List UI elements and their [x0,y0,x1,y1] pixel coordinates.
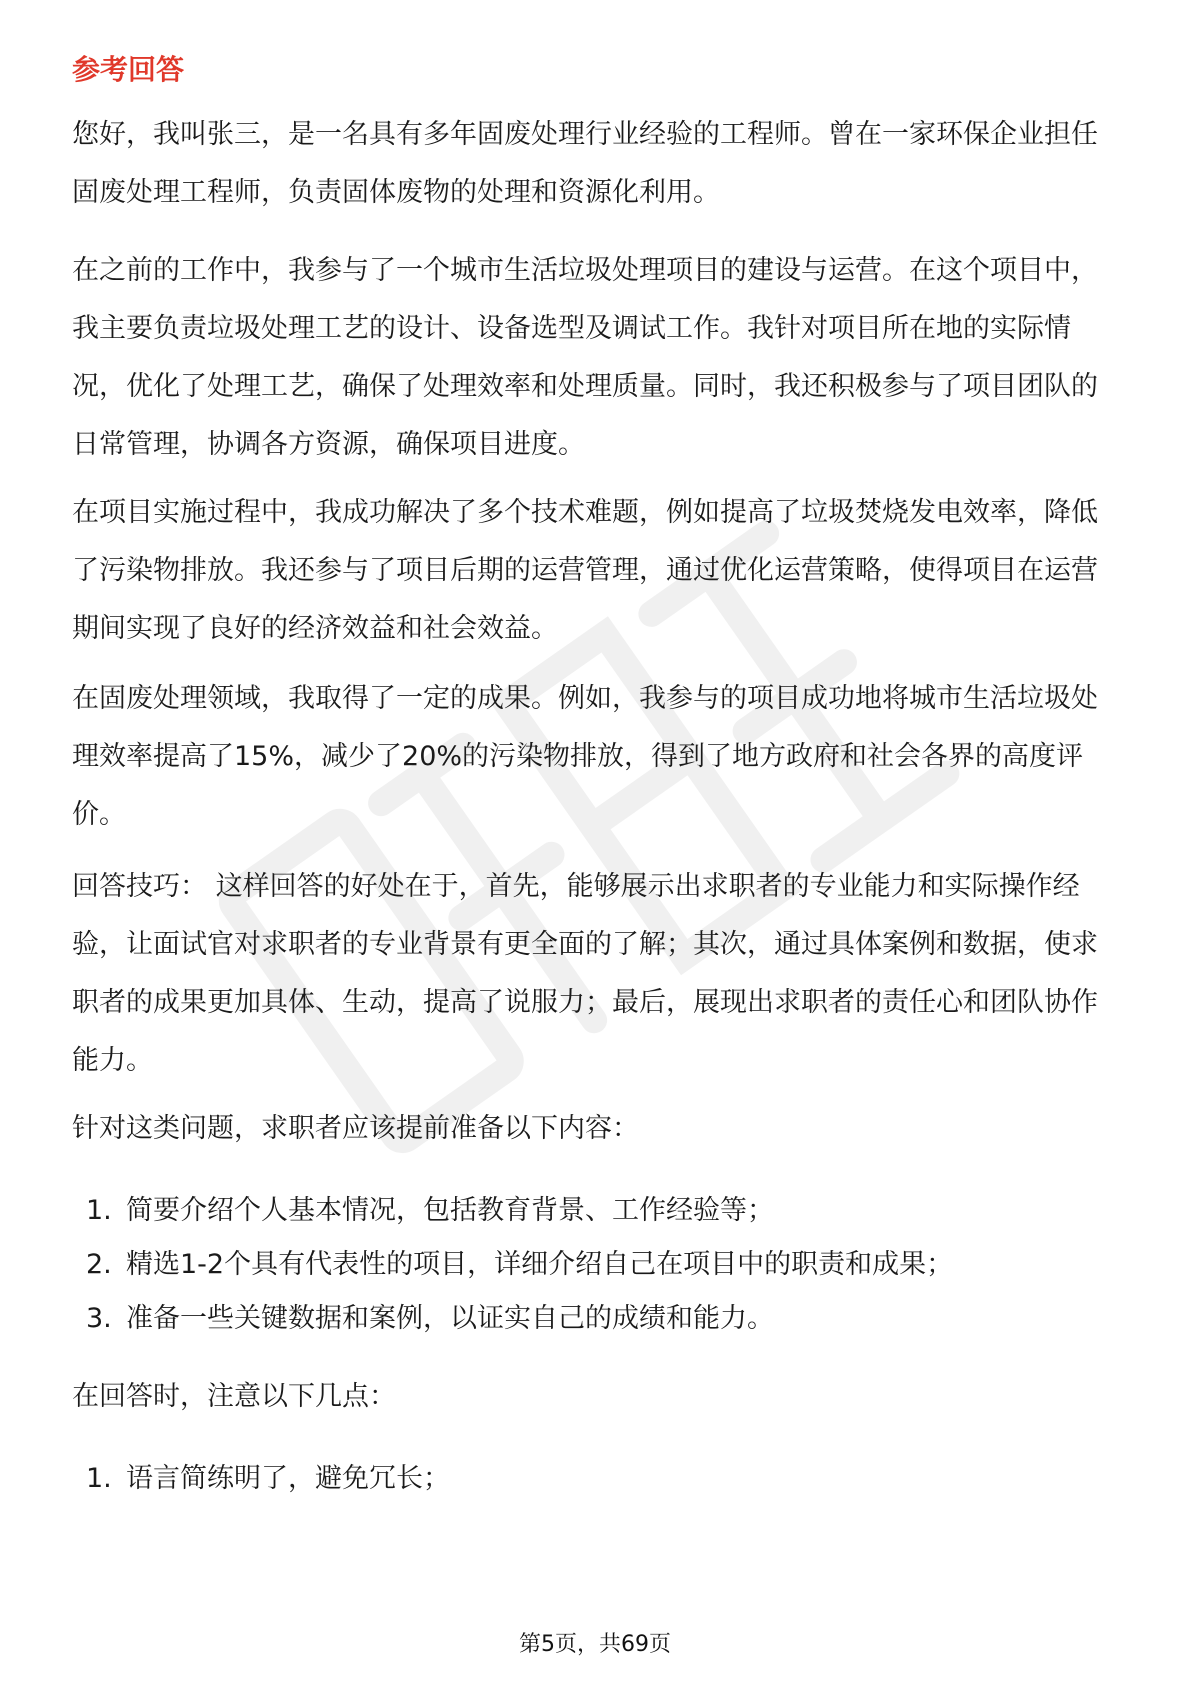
paragraph-prep-intro: 针对这类问题，求职者应该提前准备以下内容： [72,1113,639,1144]
page-footer: 第5页，共69页 [519,1632,671,1657]
paragraph-notes-intro: 在回答时，注意以下几点： [72,1381,396,1412]
paragraph-results: 在固废处理领域，我取得了一定的成果。例如，我参与的项目成功地将城市生活垃圾处理效率提高了15%，减少了20%的污染物排放，得到了地方政府和社会各界的高度评价。 [72,683,1098,830]
paragraph-implementation: 在项目实施过程中，我成功解决了多个技术难题，例如提高了垃圾焚烧发电效率，降低了污染物排放。我还参与了项目后期的运营管理，通过优化运营策略，使得项目在运营期间实现了良好的经济效益和社会效益。 [72,497,1098,644]
list-number: 3. [86,1303,112,1334]
list-item [86,1290,1116,1348]
list-text: 简要介绍个人基本情况，包括教育背景、工作经验等； [126,1195,774,1226]
paragraph-project: 在之前的工作中，我参与了一个城市生活垃圾处理项目的建设与运营。在这个项目中，我主要负责垃圾处理工艺的设计、设备选型及调试工作。我针对项目所在地的实际情况，优化了处理工艺，确保了处理效率和处理质量。同时，我还积极参与了项目团队的日常管理，协调各方资源，确保项目进度。 [72,255,1098,460]
list-number: 1. [86,1195,112,1226]
list-number: 1. [86,1463,112,1494]
section-heading: 参考回答 [72,53,185,86]
list-number: 2. [86,1249,112,1280]
list-item [86,1182,1116,1240]
list-item [86,1236,1116,1294]
paragraph-tips: 回答技巧： 这样回答的好处在于，首先，能够展示出求职者的专业能力和实际操作经验，让面试官对求职者的专业背景有更全面的了解；其次，通过具体案例和数据，使求职者的成果更加具体、生动，提高了说服力；最后，展现出求职者的责任心和团队协作能力。 [72,871,1098,1076]
list-item [86,1450,1116,1508]
list-text: 精选1-2个具有代表性的项目，详细介绍自己在项目中的职责和成果； [126,1249,954,1280]
paragraph-intro: 您好，我叫张三，是一名具有多年固废处理行业经验的工程师。曾在一家环保企业担任固废处理工程师，负责固体废物的处理和资源化利用。 [72,119,1098,208]
list-text: 语言简练明了，避免冗长； [126,1463,450,1494]
list-text: 准备一些关键数据和案例，以证实自己的成绩和能力。 [126,1303,774,1334]
